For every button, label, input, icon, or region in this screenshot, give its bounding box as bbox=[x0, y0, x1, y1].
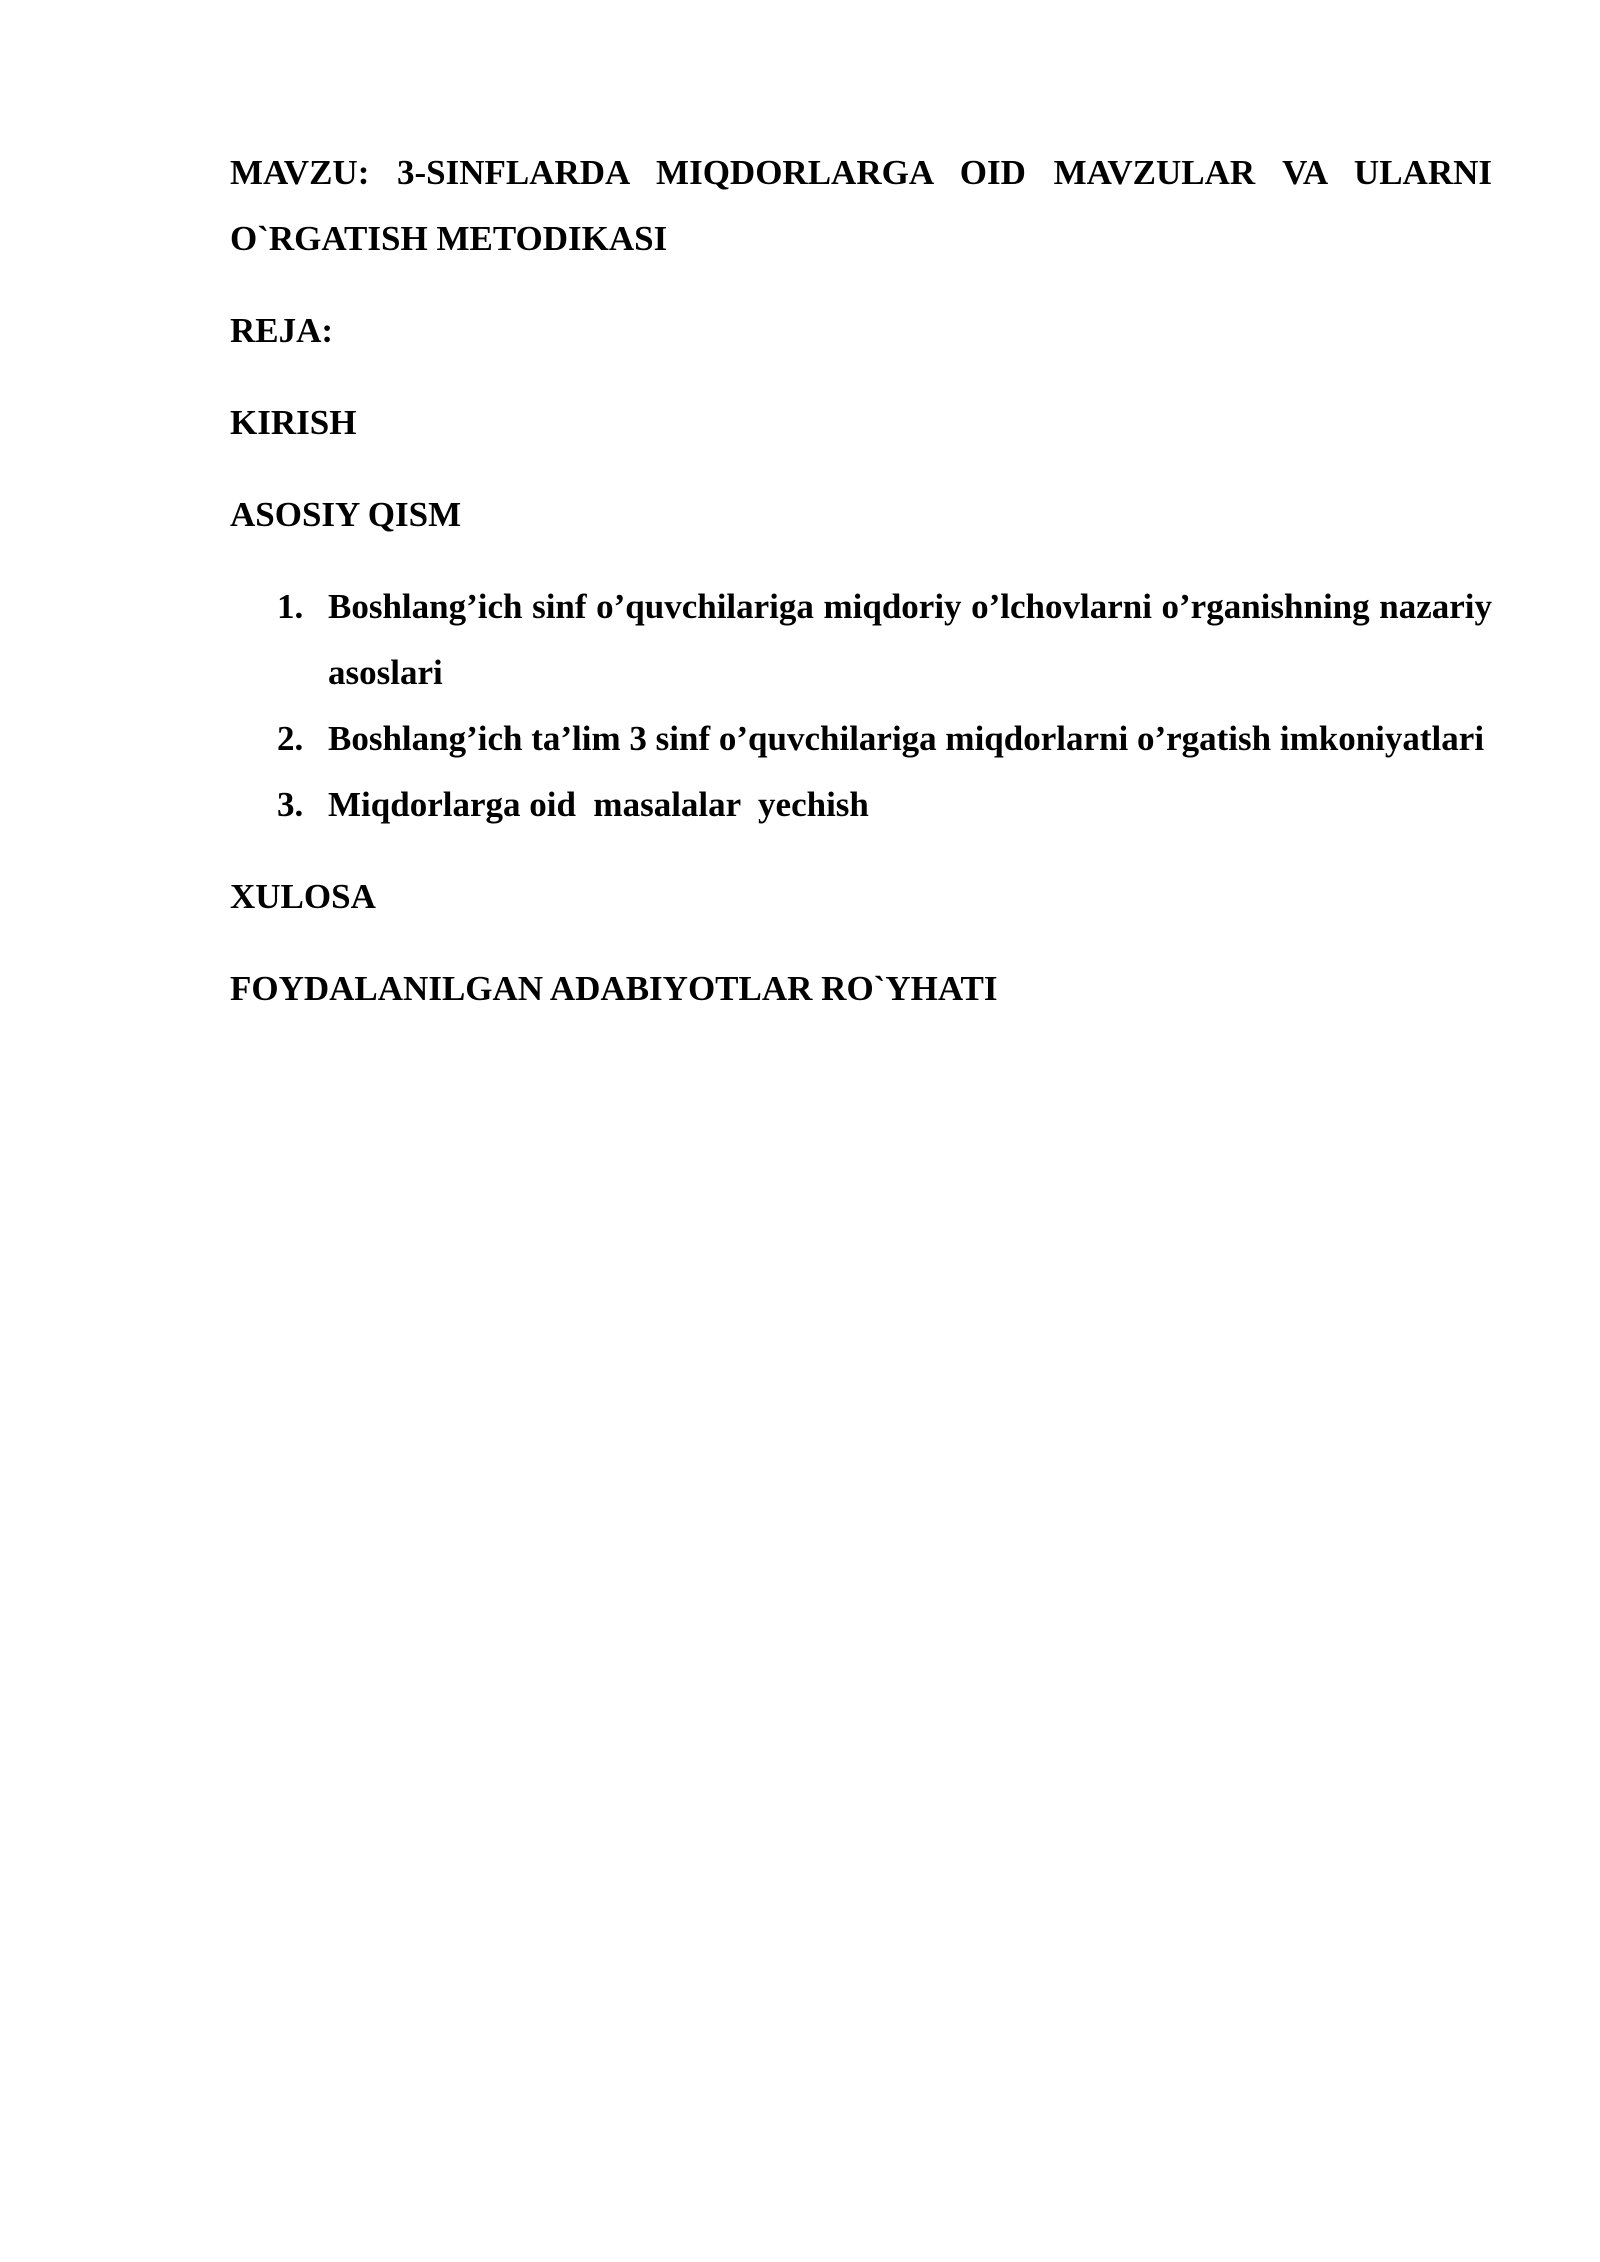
plan-item-text: Boshlang’ich sinf o’quvchilariga miqdoriy o’lchovlarni o’rganishning nazariy asoslari bbox=[328, 587, 1492, 692]
plan-item-number: 2. bbox=[277, 719, 304, 758]
plan-item-number: 3. bbox=[277, 785, 304, 824]
document-content bbox=[230, 140, 1492, 1022]
plan-list-item bbox=[230, 772, 1492, 838]
plan-list-item bbox=[230, 706, 1492, 772]
plan-item-text: Boshlang’ich ta’lim 3 sinf o’quvchilariga miqdorlarni o’rgatish imkoniyatlari bbox=[328, 719, 1485, 758]
intro-heading: KIRISH bbox=[230, 403, 357, 442]
plan-list bbox=[230, 574, 1492, 838]
plan-item-text: Miqdorlarga oid masalalar yechish bbox=[328, 785, 869, 824]
conclusion-heading: XULOSA bbox=[230, 877, 376, 916]
main-part-heading: ASOSIY QISM bbox=[230, 495, 462, 534]
document-title: MAVZU: 3-SINFLARDA MIQDORLARGA OID MAVZULAR VA ULARNI O`RGATISH METODIKASI bbox=[230, 153, 1492, 258]
plan-list-item bbox=[230, 574, 1492, 706]
references-heading: FOYDALANILGAN ADABIYOTLAR RO`YHATI bbox=[230, 969, 998, 1008]
plan-heading: REJA: bbox=[230, 311, 334, 350]
plan-item-number: 1. bbox=[277, 587, 304, 626]
